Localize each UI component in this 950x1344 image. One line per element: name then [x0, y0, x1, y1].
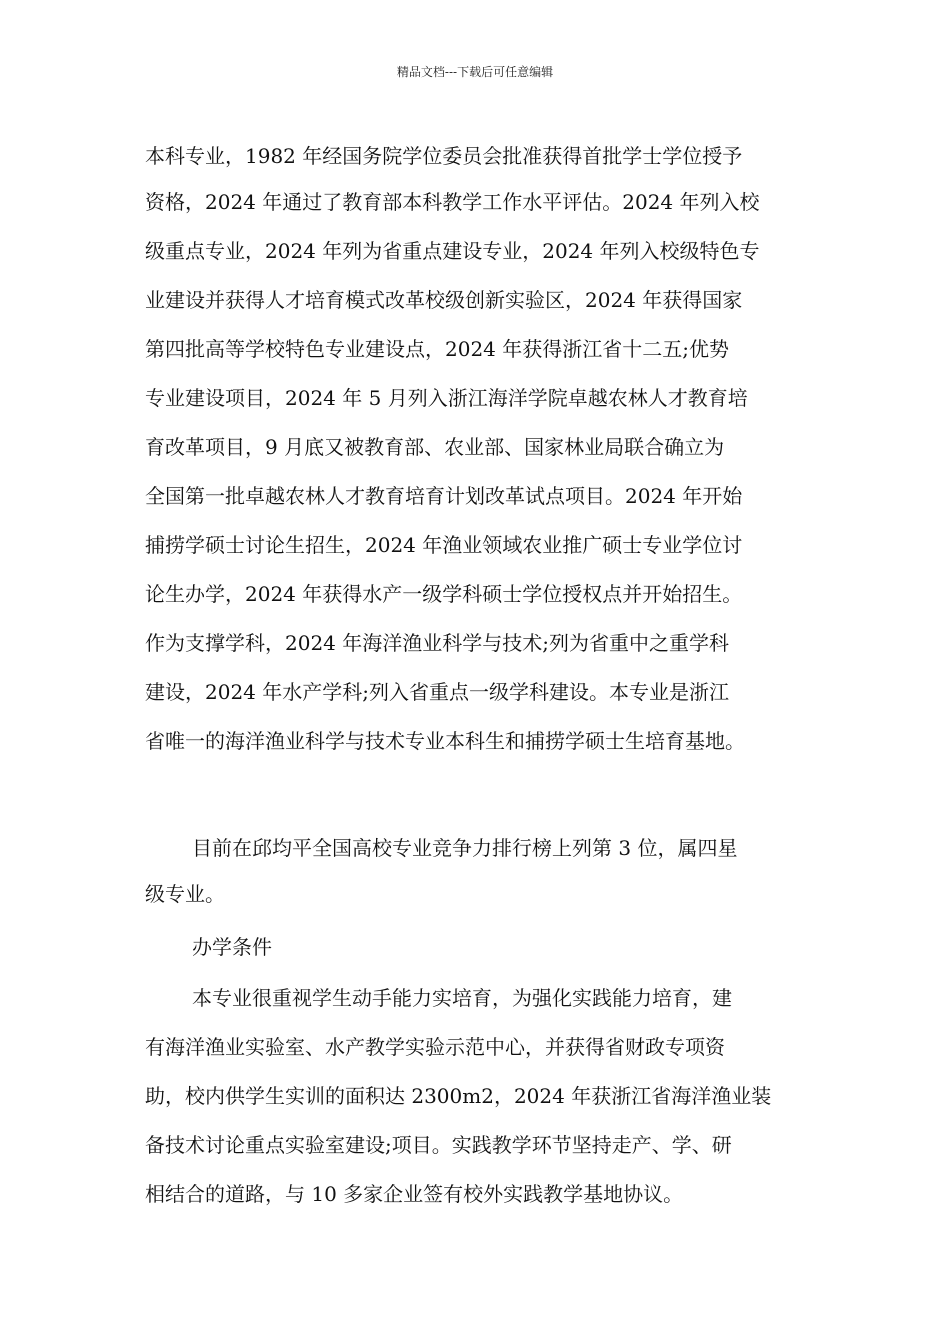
page-header: 精品文档---下载后可任意编辑: [396, 65, 554, 79]
text-line: 论生办学，2024 年获得水产一级学科硕士学位授权点并开始招生。: [145, 582, 743, 606]
text-line: 级专业。: [145, 882, 225, 906]
text-line: 资格，2024 年通过了教育部本科教学工作水平评估。2024 年列入校: [145, 190, 760, 214]
text-line: 业建设并获得人才培育模式改革校级创新实验区，2024 年获得国家: [145, 288, 743, 312]
text-line: 省唯一的海洋渔业科学与技术专业本科生和捕捞学硕士生培育基地。: [145, 729, 745, 753]
text-line: 建设，2024 年水产学科;列入省重点一级学科建设。本专业是浙江: [145, 680, 729, 704]
text-line: 助，校内供学生实训的面积达 2300m2，2024 年获浙江省海洋渔业装: [145, 1084, 772, 1108]
text-line: 捕捞学硕士讨论生招生，2024 年渔业领域农业推广硕士专业学位讨: [145, 533, 743, 557]
section-heading: 办学条件: [192, 935, 272, 959]
text-line: 有海洋渔业实验室、水产教学实验示范中心，并获得省财政专项资: [145, 1035, 725, 1059]
text-line: 专业建设项目，2024 年 5 月列入浙江海洋学院卓越农林人才教育培: [145, 386, 748, 410]
text-line: 级重点专业，2024 年列为省重点建设专业，2024 年列入校级特色专: [145, 239, 760, 263]
text-line: 本科专业，1982 年经国务院学位委员会批准获得首批学士学位授予: [145, 144, 743, 168]
text-line: 全国第一批卓越农林人才教育培育计划改革试点项目。2024 年开始: [145, 484, 743, 508]
text-line: 第四批高等学校特色专业建设点，2024 年获得浙江省十二五;优势: [145, 337, 729, 361]
text-line: 作为支撑学科，2024 年海洋渔业科学与技术;列为省重中之重学科: [145, 631, 729, 655]
text-line: 备技术讨论重点实验室建设;项目。实践教学环节坚持走产、学、研: [145, 1133, 732, 1157]
text-line: 相结合的道路，与 10 多家企业签有校外实践教学基地协议。: [145, 1182, 684, 1206]
text-line: 目前在邱均平全国高校专业竞争力排行榜上列第 3 位，属四星: [192, 836, 738, 860]
text-line: 育改革项目，9 月底又被教育部、农业部、国家林业局联合确立为: [145, 435, 725, 459]
text-line: 本专业很重视学生动手能力实培育，为强化实践能力培育，建: [192, 986, 732, 1010]
